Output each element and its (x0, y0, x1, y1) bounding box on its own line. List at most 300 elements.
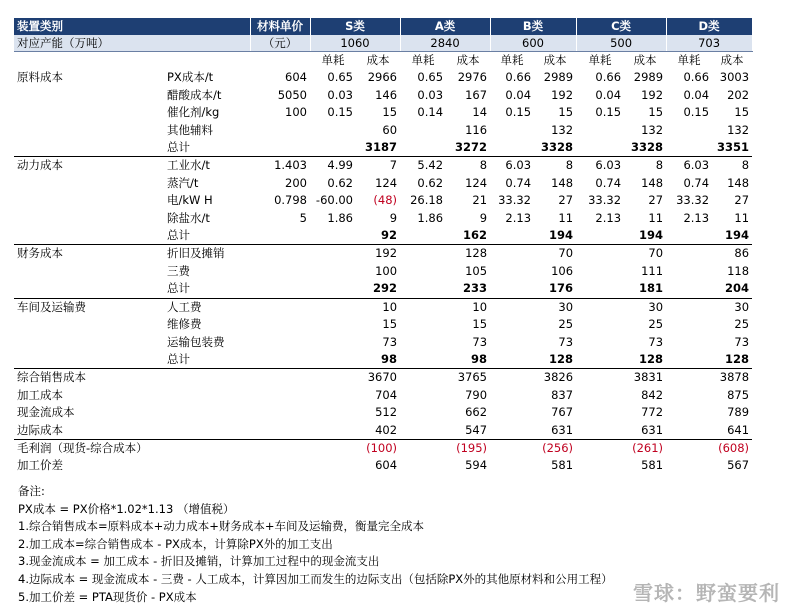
item-label: 蒸汽/t (167, 175, 199, 190)
summary-label: 加工价差 (17, 458, 63, 473)
cost-cell: 86 (734, 246, 750, 261)
summary-value: 3826 (543, 370, 574, 385)
table-row (14, 175, 752, 192)
usage-cell: 2.13 (595, 210, 622, 225)
usage-cell (576, 245, 624, 263)
usage-cell: 0.66 (595, 70, 622, 85)
capacity-b: 600 (490, 35, 576, 52)
cost-cell: 27 (648, 193, 664, 208)
cost-cell: 106 (551, 263, 574, 278)
blank-cell (490, 387, 534, 404)
blank-cell (400, 404, 446, 421)
table-row (14, 69, 752, 86)
summary-value: 402 (356, 422, 400, 440)
summary-label: 边际成本 (14, 422, 310, 440)
section-label (14, 87, 164, 104)
usage-cell: 0.04 (683, 87, 710, 102)
usage-cell (400, 122, 446, 139)
cost-cell: 194 (534, 227, 576, 245)
class-c-header: C类 (576, 18, 666, 35)
notes (18, 483, 613, 606)
table-row (14, 210, 752, 227)
blank-cell (490, 439, 534, 457)
summary-value: (261) (632, 440, 664, 455)
cost-cell: 202 (727, 87, 750, 102)
cost-cell: 105 (465, 263, 488, 278)
usage-cell (490, 227, 534, 245)
usage-cell (310, 316, 356, 333)
blank-cell (666, 369, 712, 387)
blank-cell (490, 457, 534, 474)
item-label: 总计 (164, 280, 250, 298)
cost-cell: 124 (375, 175, 398, 190)
usage-cell (490, 351, 534, 369)
usage-cell: 1.86 (417, 210, 444, 225)
item-label: 人工费 (167, 299, 202, 314)
cost-cell: 116 (465, 122, 488, 137)
item-label: 总计 (164, 227, 250, 245)
unit-price (250, 334, 310, 351)
note-line: 4.边际成本 = 现金流成本 - 三费 - 人工成本，计算因加工而发生的边际支出（包括除PX外的其他原材料和公用工程） (18, 571, 613, 586)
item-label: 总计 (164, 139, 250, 157)
blank-cell (576, 457, 624, 474)
capacity-d: 703 (666, 35, 752, 52)
summary-value: 789 (727, 405, 750, 420)
table-row (14, 227, 752, 245)
usage-cell (666, 334, 712, 351)
usage-cell: 26.18 (410, 193, 444, 208)
blank-cell (400, 457, 446, 474)
summary-value: 547 (446, 422, 490, 440)
blank-cell (576, 387, 624, 404)
cost-cell: 3003 (719, 70, 750, 85)
cost-cell: 10 (472, 299, 488, 314)
class-d-header: D类 (666, 18, 752, 35)
cost-cell: 8 (479, 158, 488, 173)
cost-cell: 7 (389, 158, 398, 173)
usage-cell (310, 263, 356, 280)
cost-cell: 92 (356, 227, 400, 245)
blank-cell (666, 387, 712, 404)
usage-cell (666, 298, 712, 316)
unit-price (250, 351, 310, 369)
section-label (14, 210, 164, 227)
cost-cell: 111 (641, 263, 664, 278)
cost-cell: 3328 (624, 139, 666, 157)
cost-cell: 27 (558, 193, 574, 208)
section-label (14, 227, 164, 245)
cost-cell: 98 (356, 351, 400, 369)
item-label: 折旧及摊销 (167, 246, 225, 261)
summary-value: 3831 (633, 370, 664, 385)
cost-cell: 73 (648, 334, 664, 349)
usage-cell (490, 122, 534, 139)
cost-cell: 167 (465, 87, 488, 102)
blank-cell (310, 369, 356, 387)
unit-price: 5050 (277, 87, 307, 102)
cost-cell: 292 (356, 280, 400, 298)
watermark: 雪球：野蛮要利 (633, 581, 780, 605)
usage-cell: 4.99 (327, 158, 353, 173)
section-label (14, 316, 164, 333)
blank-cell (490, 422, 534, 440)
summary-value: 567 (727, 458, 750, 473)
usage-cell (400, 280, 446, 298)
blank-cell (400, 369, 446, 387)
unit-price (250, 280, 310, 298)
cost-cell: 3272 (446, 139, 490, 157)
blank-cell (400, 387, 446, 404)
usage-cell: 0.15 (595, 105, 622, 120)
usage-cell: -60.00 (315, 193, 353, 208)
usage-cell: 0.04 (505, 87, 532, 102)
capacity-row (14, 35, 752, 52)
device-class-header: 装置类别 (14, 18, 250, 35)
cost-cell: 14 (472, 105, 488, 120)
cost-cell: 8 (655, 158, 664, 173)
blank-cell (164, 52, 250, 70)
usage-cell: 0.15 (327, 105, 353, 120)
summary-value: 662 (465, 405, 488, 420)
usage-cell: 6.03 (505, 158, 532, 173)
section-label (14, 192, 164, 209)
unit-price (250, 263, 310, 280)
usage-cell (576, 280, 624, 298)
item-label: 醋酸成本/t (167, 87, 222, 102)
table-row (14, 122, 752, 139)
section-label (14, 263, 164, 280)
blank-cell (310, 439, 356, 457)
usage-cell (666, 316, 712, 333)
item-label: 三费 (167, 263, 190, 278)
usage-cell: 2.13 (505, 210, 532, 225)
table-row (14, 298, 752, 316)
class-a-header: A类 (400, 18, 490, 35)
summary-value: 772 (641, 405, 664, 420)
usage-cell (576, 298, 624, 316)
cost-cell: 73 (382, 334, 398, 349)
usage-cell (310, 351, 356, 369)
usage-cell: 0.03 (417, 87, 444, 102)
section-label: 财务成本 (17, 246, 63, 261)
summary-value: 631 (534, 422, 576, 440)
cost-cell: 192 (641, 87, 664, 102)
table-row (14, 245, 752, 263)
summary-value: 512 (375, 405, 398, 420)
table-row (14, 334, 752, 351)
usage-cell (490, 280, 534, 298)
summary-value: 842 (641, 387, 664, 402)
unit-price (250, 316, 310, 333)
section-label: 动力成本 (17, 158, 63, 173)
summary-label: 加工成本 (17, 387, 63, 402)
summary-row (14, 422, 752, 440)
cost-cell: 124 (465, 175, 488, 190)
cost-cell: (48) (373, 193, 398, 208)
unit-price: 1.403 (274, 158, 307, 173)
cost-cell: 21 (472, 193, 488, 208)
usage-cell: 33.32 (676, 193, 710, 208)
summary-value: (195) (456, 440, 488, 455)
summary-value: (100) (366, 440, 398, 455)
summary-value: 767 (551, 405, 574, 420)
cost-cell: 146 (375, 87, 398, 102)
summary-value: 631 (624, 422, 666, 440)
section-label (14, 280, 164, 298)
summary-value: 790 (465, 387, 488, 402)
section-label (14, 351, 164, 369)
usage-cell (576, 316, 624, 333)
blank-cell (666, 404, 712, 421)
class-b-header: B类 (490, 18, 576, 35)
usage-cell (666, 122, 712, 139)
cost-cell: 15 (382, 105, 398, 120)
note-line: 3.现金流成本 = 加工成本 - 折旧及摊销，计算加工过程中的现金流支出 (18, 554, 380, 569)
usage-subheader: 单耗 (588, 53, 612, 67)
header-row (14, 18, 752, 35)
cost-cell: 181 (624, 280, 666, 298)
cost-cell: 233 (446, 280, 490, 298)
blank-cell (576, 439, 624, 457)
section-label: 车间及运输费 (17, 299, 86, 314)
usage-cell: 0.14 (417, 105, 444, 120)
usage-cell: 0.65 (417, 70, 444, 85)
price-unit: （元） (250, 35, 310, 52)
summary-row (14, 457, 752, 474)
table-row (14, 104, 752, 121)
unit-price-header: 材料单价 (250, 18, 310, 35)
cost-cell: 11 (648, 210, 664, 225)
unit-price: 604 (285, 70, 307, 85)
cost-cell: 11 (734, 210, 750, 225)
table-row (14, 316, 752, 333)
usage-cell: 33.32 (588, 193, 622, 208)
usage-cell (576, 351, 624, 369)
note-line: 5.加工价差 = PTA现货价 - PX成本 (18, 589, 197, 604)
cost-cell: 192 (375, 246, 398, 261)
usage-cell (576, 227, 624, 245)
usage-cell (310, 298, 356, 316)
cost-cell: 148 (641, 175, 664, 190)
usage-cell: 0.65 (327, 70, 353, 85)
usage-subheader: 单耗 (411, 53, 435, 67)
cost-cell: 3351 (712, 139, 752, 157)
summary-row (14, 387, 752, 404)
blank-cell (310, 404, 356, 421)
unit-price: 0.798 (274, 193, 307, 208)
usage-cell (310, 245, 356, 263)
cost-cell: 98 (446, 351, 490, 369)
usage-cell (400, 245, 446, 263)
cost-cell: 8 (741, 158, 750, 173)
usage-subheader: 单耗 (677, 53, 701, 67)
cost-cell: 194 (624, 227, 666, 245)
cost-cell: 2966 (367, 70, 398, 85)
usage-cell (400, 263, 446, 280)
class-s-header: S类 (310, 18, 400, 35)
usage-cell: 0.62 (417, 175, 444, 190)
summary-label: 毛利润（现货-综合成本） (17, 440, 148, 455)
usage-cell (576, 263, 624, 280)
unit-price: 200 (285, 175, 307, 190)
cost-cell: 2989 (543, 70, 574, 85)
usage-cell (310, 139, 356, 157)
unit-price (250, 298, 310, 316)
cost-subheader: 成本 (366, 53, 390, 67)
cost-cell: 2976 (457, 70, 488, 85)
usage-cell: 0.74 (505, 175, 532, 190)
item-label: 其他辅料 (167, 122, 213, 137)
unit-price (250, 227, 310, 245)
unit-price: 100 (285, 105, 307, 120)
cost-cell: 60 (382, 122, 398, 137)
usage-cell (310, 280, 356, 298)
cost-cell: 10 (382, 299, 398, 314)
usage-cell (490, 139, 534, 157)
usage-cell (400, 139, 446, 157)
cost-cell: 8 (565, 158, 574, 173)
cost-cell: 162 (446, 227, 490, 245)
item-label: PX成本/t (167, 70, 214, 85)
note-line: 1.综合销售成本=原料成本+动力成本+财务成本+车间及运输费，衡量完全成本 (18, 519, 425, 534)
cost-cell: 128 (624, 351, 666, 369)
usage-cell: 0.66 (505, 70, 532, 85)
cost-cell: 73 (734, 334, 750, 349)
cost-cell: 73 (472, 334, 488, 349)
summary-value: 641 (712, 422, 752, 440)
cost-cell: 70 (648, 246, 664, 261)
usage-cell (576, 122, 624, 139)
blank-cell (666, 422, 712, 440)
section-label (14, 104, 164, 121)
item-label: 维修费 (167, 317, 202, 332)
section-label: 原料成本 (17, 70, 63, 85)
cost-cell: 15 (558, 105, 574, 120)
summary-value: 594 (465, 458, 488, 473)
item-label: 电/kW H (167, 193, 213, 208)
summary-row (14, 369, 752, 387)
usage-cell: 33.32 (498, 193, 532, 208)
blank-cell (310, 422, 356, 440)
usage-cell (310, 122, 356, 139)
blank-cell (400, 422, 446, 440)
blank-cell (576, 369, 624, 387)
cost-cell: 9 (389, 210, 398, 225)
usage-cell (490, 334, 534, 351)
summary-value: 581 (641, 458, 664, 473)
usage-subheader: 单耗 (321, 53, 345, 67)
usage-cell: 0.74 (683, 175, 710, 190)
item-label: 运输包装费 (167, 334, 225, 349)
unit-price (250, 139, 310, 157)
section-label (14, 139, 164, 157)
summary-value: 3670 (367, 370, 398, 385)
table-row (14, 139, 752, 157)
summary-value: 3878 (719, 370, 750, 385)
blank-cell (250, 52, 310, 70)
cost-cell: 176 (534, 280, 576, 298)
summary-label: 综合销售成本 (17, 370, 86, 385)
summary-value: 3765 (457, 370, 488, 385)
usage-cell (666, 351, 712, 369)
usage-cell (490, 298, 534, 316)
cost-cell: 204 (712, 280, 752, 298)
cost-subheader: 成本 (543, 53, 567, 67)
cost-table (14, 18, 753, 475)
cost-cell: 192 (551, 87, 574, 102)
section-label (14, 175, 164, 192)
usage-cell: 0.74 (595, 175, 622, 190)
subheader-row (14, 52, 752, 70)
table-row (14, 87, 752, 104)
blank-cell (666, 457, 712, 474)
item-label: 工业水/t (167, 158, 210, 173)
table-row (14, 192, 752, 209)
cost-cell: 128 (534, 351, 576, 369)
usage-cell: 0.04 (595, 87, 622, 102)
summary-value: 875 (727, 387, 750, 402)
cost-cell: 194 (712, 227, 752, 245)
usage-cell (400, 351, 446, 369)
usage-cell: 1.86 (327, 210, 353, 225)
usage-cell (666, 280, 712, 298)
usage-cell: 0.66 (683, 70, 710, 85)
table-row (14, 157, 752, 175)
blank-cell (14, 52, 164, 70)
summary-value: 837 (551, 387, 574, 402)
cost-cell: 11 (558, 210, 574, 225)
usage-cell (666, 245, 712, 263)
summary-row (14, 404, 752, 421)
cost-cell: 25 (558, 317, 574, 332)
cost-cell: 3187 (356, 139, 400, 157)
blank-cell (666, 439, 712, 457)
capacity-a: 2840 (400, 35, 490, 52)
usage-cell (666, 227, 712, 245)
usage-cell (576, 139, 624, 157)
cost-cell: 30 (734, 299, 750, 314)
cost-cell: 15 (648, 105, 664, 120)
unit-price: 5 (299, 210, 307, 225)
usage-cell (576, 334, 624, 351)
capacity-label: 对应产能（万吨） (14, 35, 250, 52)
usage-cell (310, 227, 356, 245)
section-label (14, 334, 164, 351)
item-label: 除盐水/t (167, 210, 210, 225)
section-label (14, 122, 164, 139)
note-line: PX成本 = PX价格*1.02*1.13 （增值税） (18, 501, 235, 516)
table-row (14, 351, 752, 369)
unit-price (250, 245, 310, 263)
cost-cell: 132 (727, 122, 750, 137)
blank-cell (576, 422, 624, 440)
summary-value: (608) (718, 440, 750, 455)
summary-value: 604 (375, 458, 398, 473)
usage-cell (490, 263, 534, 280)
item-label: 催化剂/kg (167, 105, 220, 120)
usage-cell: 0.15 (505, 105, 532, 120)
cost-cell: 128 (712, 351, 752, 369)
usage-cell: 6.03 (595, 158, 622, 173)
table-row (14, 280, 752, 298)
summary-value: 581 (551, 458, 574, 473)
capacity-s: 1060 (310, 35, 400, 52)
usage-cell: 6.03 (683, 158, 710, 173)
unit-price (250, 122, 310, 139)
blank-cell (490, 369, 534, 387)
cost-cell: 128 (465, 246, 488, 261)
usage-cell: 0.15 (683, 105, 710, 120)
